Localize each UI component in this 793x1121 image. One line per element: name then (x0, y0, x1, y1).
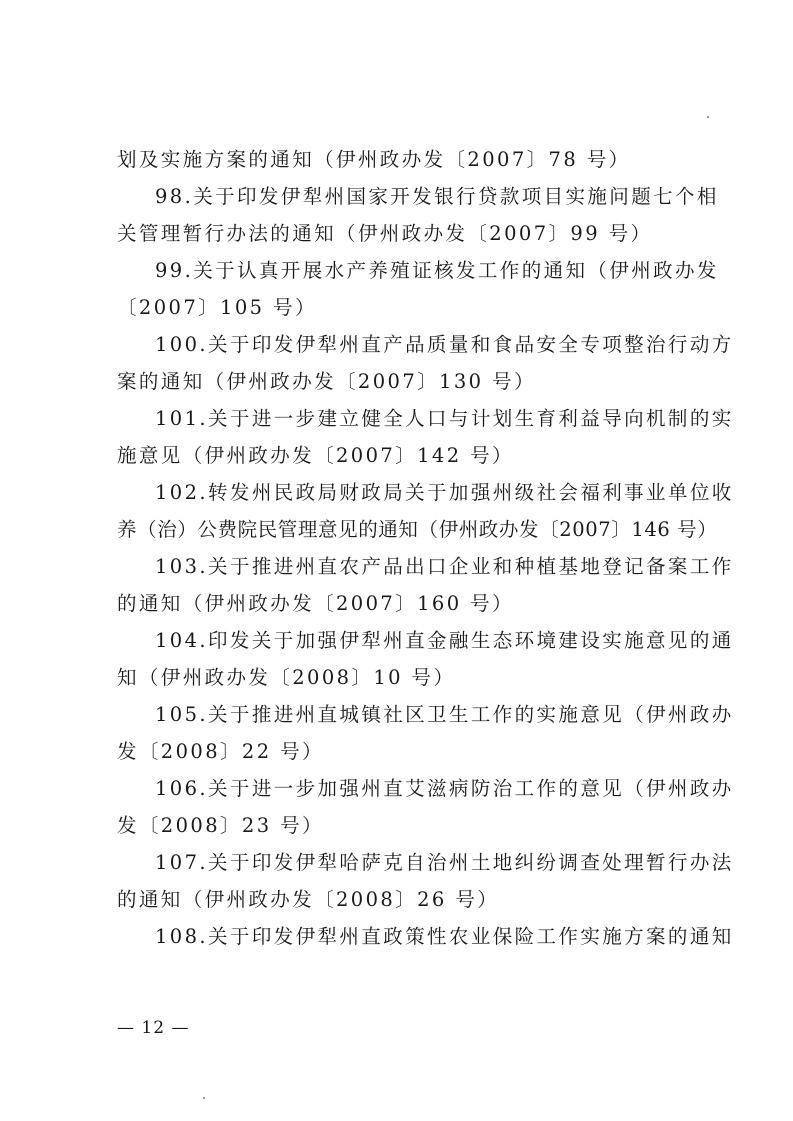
text-line: 发〔2008〕23 号） (117, 814, 324, 837)
text-line: 105.关于推进州直城镇社区卫生工作的实施意见（伊州政办 (155, 703, 734, 726)
text-line: 施意见（伊州政办发〔2007〕142 号） (117, 444, 514, 467)
text-line: 养（治）公费院民管理意见的通知（伊州政办发〔2007〕146 号） (117, 518, 718, 541)
text-line: 98.关于印发伊犁州国家开发银行贷款项目实施问题七个相 (155, 185, 719, 208)
text-line: 108.关于印发伊犁州直政策性农业保险工作实施方案的通知 (155, 925, 734, 948)
page-number: — 12 — (117, 1018, 190, 1038)
text-line: 101.关于进一步建立健全人口与计划生育利益导向机制的实 (155, 407, 734, 430)
text-line: 关管理暂行办法的通知（伊州政办发〔2007〕99 号） (117, 222, 653, 245)
text-line: 106.关于进一步加强州直艾滋病防治工作的意见（伊州政办 (155, 777, 734, 800)
text-line: 104.印发关于加强伊犁州直金融生态环境建设实施意见的通 (155, 629, 734, 652)
text-line: 的通知（伊州政办发〔2008〕26 号） (117, 888, 500, 911)
text-line: 107.关于印发伊犁哈萨克自治州土地纠纷调查处理暂行办法 (155, 851, 734, 874)
text-line: 案的通知（伊州政办发〔2007〕130 号） (117, 370, 536, 393)
scan-speck (707, 116, 709, 118)
text-line: 99.关于认真开展水产养殖证核发工作的通知（伊州政办发 (155, 259, 719, 282)
text-line: 的通知（伊州政办发〔2007〕160 号） (117, 592, 514, 615)
text-line: 〔2007〕105 号） (117, 296, 317, 319)
text-line: 103.关于推进州直农产品出口企业和种植基地登记备案工作 (155, 555, 734, 578)
scan-speck (203, 1097, 205, 1099)
text-line: 知（伊州政办发〔2008〕10 号） (117, 666, 456, 689)
text-line: 102.转发州民政局财政局关于加强州级社会福利事业单位收 (155, 481, 734, 504)
text-line: 100.关于印发伊犁州直产品质量和食品安全专项整治行动方 (155, 333, 734, 356)
text-line: 发〔2008〕22 号） (117, 740, 324, 763)
text-line: 划及实施方案的通知（伊州政办发〔2007〕78 号） (117, 148, 631, 171)
